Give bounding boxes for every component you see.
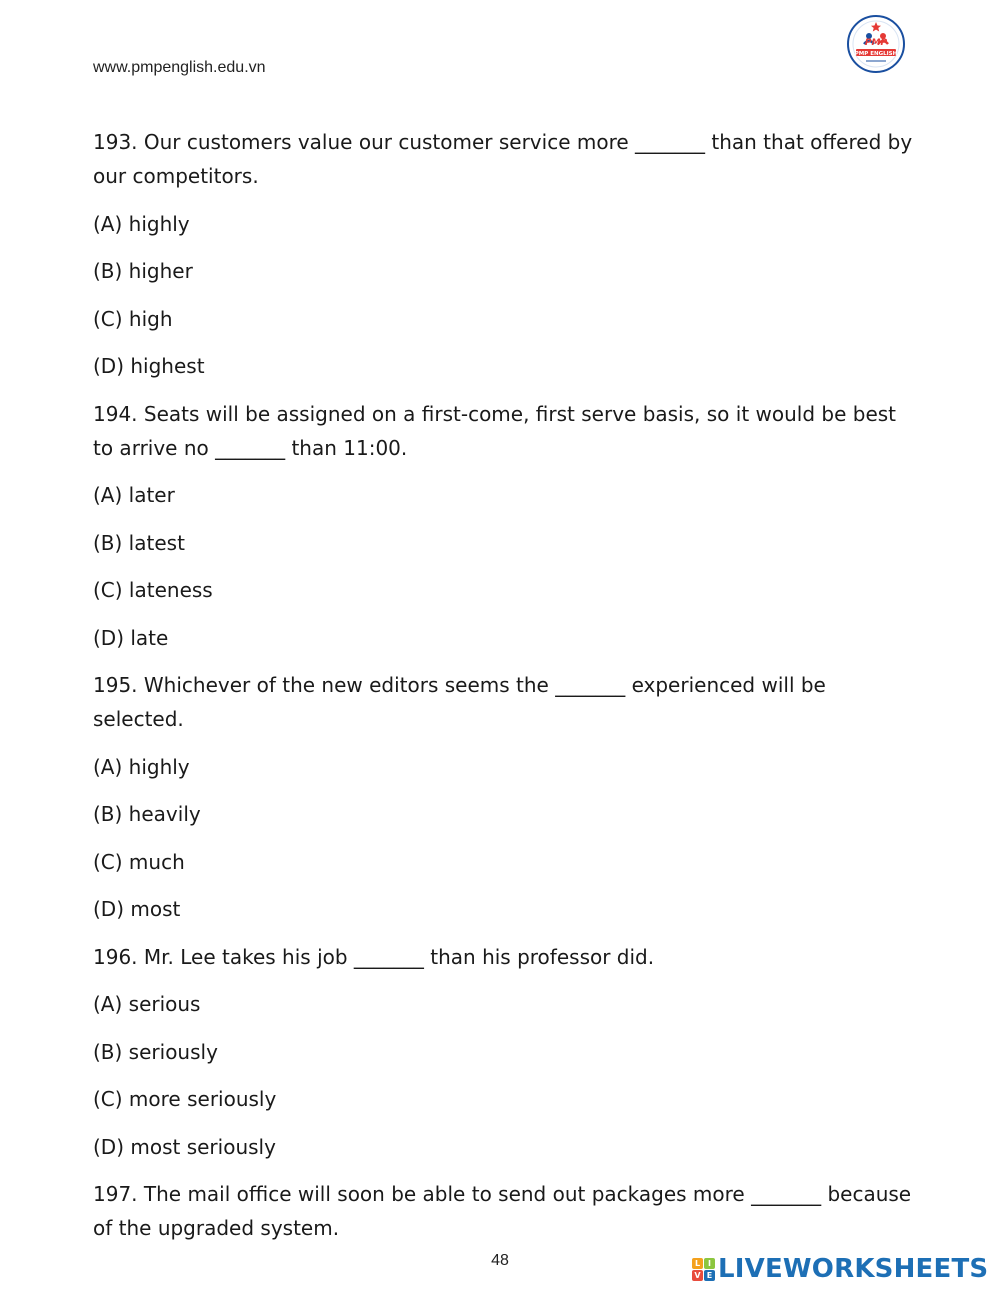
question-text: 196. Mr. Lee takes his job _______ than his professor did.: [93, 944, 655, 969]
liveworksheets-wordmark: LIVEWORKSHEETS: [718, 1254, 989, 1284]
grid-letter-l: L: [692, 1258, 703, 1269]
liveworksheets-grid-icon: [692, 1258, 715, 1281]
answer-options: [93, 207, 913, 384]
grid-letter-v: V: [692, 1270, 703, 1281]
option-b[interactable]: (B) latest: [93, 530, 185, 555]
answer-options: [93, 987, 913, 1164]
question-text: 194. Seats will be assigned on a first-come, first serve basis, so it would be best to arrive no _______ than 11:00.: [93, 401, 897, 460]
answer-options: [93, 478, 913, 655]
option-c[interactable]: (C) more seriously: [93, 1087, 277, 1111]
liveworksheets-logo[interactable]: [692, 1253, 988, 1285]
question-196: [93, 940, 913, 1164]
option-a[interactable]: (A) highly: [93, 211, 190, 236]
question-195: [93, 668, 913, 926]
option-d[interactable]: (D) highest: [93, 354, 205, 378]
option-a[interactable]: (A) later: [93, 483, 175, 507]
option-c[interactable]: (C) much: [93, 849, 185, 874]
pmp-logo-emblem-icon: [846, 14, 906, 74]
question-194: [93, 397, 913, 655]
option-a[interactable]: (A) highly: [93, 754, 190, 779]
question-193: [93, 125, 913, 383]
svg-text:PMP ENGLISH: PMP ENGLISH: [854, 51, 898, 57]
question-197: [93, 1177, 913, 1245]
option-b[interactable]: (B) heavily: [93, 802, 201, 826]
question-text: 193. Our customers value our customer service more _______ than that offered by our competitors.: [93, 130, 913, 188]
worksheet-content: [93, 125, 913, 1245]
option-c[interactable]: (C) high: [93, 306, 173, 331]
question-text: 197. The mail office will soon be able to send out packages more _______ because of the upgraded system.: [93, 1182, 912, 1240]
grid-letter-e: E: [704, 1270, 715, 1281]
site-url[interactable]: www.pmpenglish.edu.vn: [93, 59, 266, 76]
page-number: 48: [491, 1252, 509, 1269]
option-d[interactable]: (D) late: [93, 625, 169, 650]
grid-letter-i: I: [704, 1258, 715, 1269]
answer-options: [93, 750, 913, 927]
option-b[interactable]: (B) seriously: [93, 1039, 218, 1064]
option-d[interactable]: (D) most: [93, 897, 181, 921]
option-c[interactable]: (C) lateness: [93, 578, 213, 602]
pmp-english-logo: [846, 14, 906, 74]
option-d[interactable]: (D) most seriously: [93, 1134, 276, 1159]
question-text: 195. Whichever of the new editors seems the _______ experienced will be selected.: [93, 673, 826, 731]
option-b[interactable]: (B) higher: [93, 259, 193, 283]
option-a[interactable]: (A) serious: [93, 992, 201, 1016]
svg-text:PMP: PMP: [864, 38, 888, 48]
